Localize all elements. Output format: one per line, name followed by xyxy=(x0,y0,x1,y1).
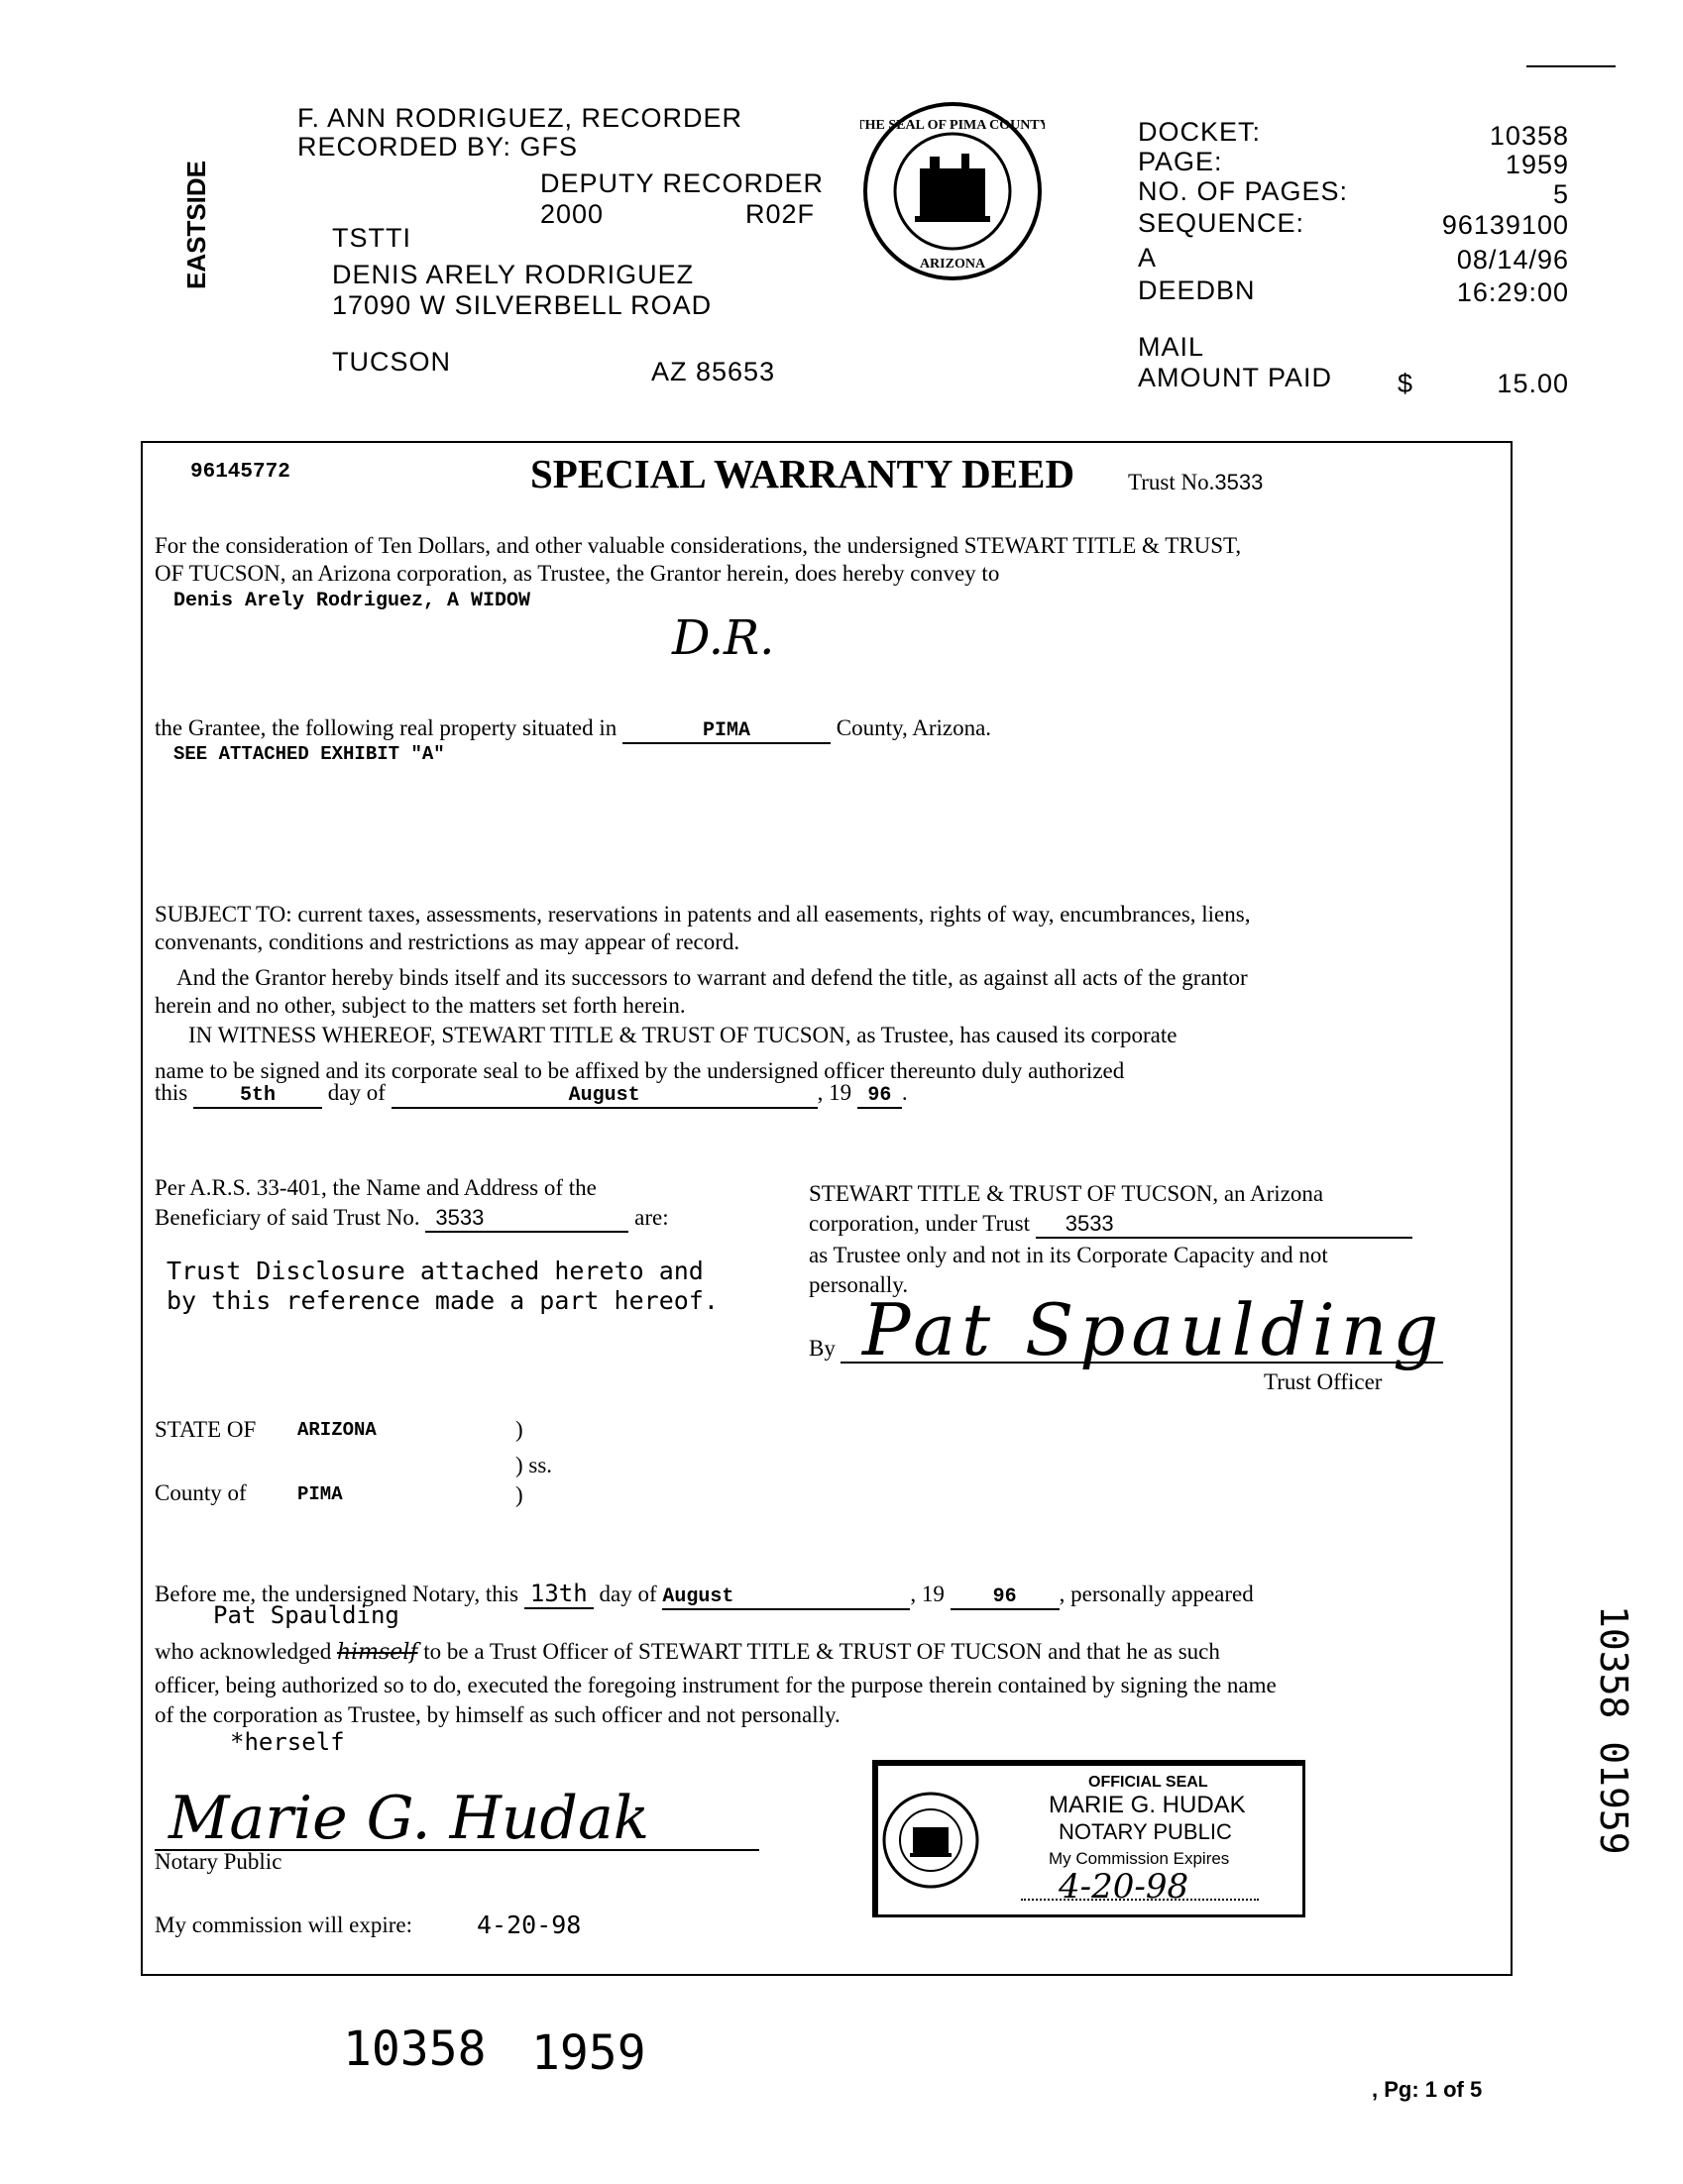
grantee-property-text: the Grantee, the following real property situated in xyxy=(155,715,617,740)
state-label: STATE OF xyxy=(155,1417,257,1442)
day-of-word: day of xyxy=(327,1080,386,1105)
a-label: A xyxy=(1138,243,1158,273)
deed-number: 96145772 xyxy=(190,461,290,484)
sequence-label: SEQUENCE: xyxy=(1138,208,1305,238)
ars-are: are: xyxy=(634,1205,669,1230)
recorder-name: F. ANN RODRIGUEZ, RECORDER xyxy=(297,103,743,133)
notary-day-of: day of xyxy=(599,1582,657,1606)
this-word: this xyxy=(155,1080,188,1105)
seal-bottom-text: ARIZONA xyxy=(919,257,986,272)
witness-date-line xyxy=(155,1080,908,1109)
subject-line-1: SUBJECT TO: current taxes, assessments, reservations in patents and all easements, rights of way, encumbrances, liens, xyxy=(155,902,1251,927)
ars-beneficiary-text: Beneficiary of said Trust No. xyxy=(155,1205,420,1230)
trust-no-value: 3533 xyxy=(1214,470,1264,494)
deedbn-label: DEEDBN xyxy=(1138,275,1256,305)
grantee-initials: D.R. xyxy=(672,610,775,666)
stewart-line-3: as Trustee only and not in its Corporate Capacity and not xyxy=(809,1243,1328,1267)
page-value: 1959 xyxy=(1505,150,1569,179)
seal-icon xyxy=(860,99,1045,283)
sequence-value: 96139100 xyxy=(1441,210,1569,240)
notary-public-label: Notary Public xyxy=(155,1849,282,1874)
notary-before-text: Before me, the undersigned Notary, this xyxy=(155,1582,519,1606)
binds-line-1: And the Grantor hereby binds itself and its successors to warrant and defend the title, as against all acts of the grantor xyxy=(176,965,1248,990)
notary-day-value: 13th xyxy=(524,1580,594,1609)
pima-county-seal xyxy=(860,99,1045,283)
notary-month-value: August xyxy=(662,1585,910,1610)
ack-text-b: to be a Trust Officer of STEWART TITLE & TRUST OF TUCSON and that he as such xyxy=(423,1639,1220,1664)
commission-expire-label: My commission will expire: xyxy=(155,1912,413,1937)
stamp-expires-label: My Commission Expires xyxy=(1049,1849,1230,1868)
month-value: August xyxy=(392,1084,818,1109)
trust-no-line xyxy=(1128,470,1263,495)
deed-title: SPECIAL WARRANTY DEED xyxy=(530,451,1075,496)
amount-currency: $ xyxy=(1398,369,1414,398)
binds-line-2: herein and no other, subject to the matters set forth herein. xyxy=(155,993,686,1018)
witness-line-2: name to be signed and its corporate seal to be affixed by the undersigned officer thereunto duly authorized xyxy=(155,1058,1125,1083)
grantee-name: Denis Arely Rodriguez, A WIDOW xyxy=(173,590,531,612)
appeared-name: Pat Spaulding xyxy=(213,1601,399,1629)
county-blank: PIMA xyxy=(622,719,831,744)
disclosure-line-2: by this reference made a part hereof. xyxy=(167,1286,719,1315)
stamp-expires-line xyxy=(1021,1899,1259,1901)
num-pages-label: NO. OF PAGES: xyxy=(1138,176,1349,206)
exhibit-reference: SEE ATTACHED EXHIBIT "A" xyxy=(173,743,445,765)
paren-1: ) xyxy=(515,1417,523,1442)
grantee-property-line xyxy=(155,715,991,744)
date-value: 08/14/96 xyxy=(1456,245,1569,274)
top-rule xyxy=(1526,65,1616,67)
ack-line-3: of the corporation as Trustee, by himself as such officer and not personally. xyxy=(155,1702,841,1727)
ack-text-a: who acknowledged xyxy=(155,1639,332,1664)
mail-to-state-zip: AZ 85653 xyxy=(651,357,776,386)
notary-personally: , personally appeared xyxy=(1059,1582,1254,1606)
stewart-line-1: STEWART TITLE & TRUST OF TUCSON, an Arizona xyxy=(809,1181,1324,1206)
stamp-notary-public: NOTARY PUBLIC xyxy=(1059,1819,1232,1844)
officer-signature: Pat Spaulding xyxy=(862,1288,1445,1371)
stamp-notary-name: MARIE G. HUDAK xyxy=(1049,1792,1246,1818)
ack-line-1 xyxy=(155,1639,1220,1665)
recorder-code-2: R02F xyxy=(745,199,816,229)
witness-line-1: IN WITNESS WHEREOF, STEWART TITLE & TRUST OF TUCSON, as Trustee, has caused its corporate xyxy=(188,1023,1178,1047)
county-suffix: County, Arizona. xyxy=(836,715,992,740)
ars-line-1: Per A.R.S. 33-401, the Name and Address of the xyxy=(155,1175,597,1200)
by-label: By xyxy=(809,1336,836,1361)
notary-19: , 19 xyxy=(910,1582,945,1606)
deputy-recorder: DEPUTY RECORDER xyxy=(540,168,825,198)
ars-trust-no: 3533 xyxy=(425,1205,628,1233)
mail-to-line-3: 17090 W SILVERBELL ROAD xyxy=(332,290,713,320)
mail-label: MAIL xyxy=(1138,332,1205,362)
year-value: 96 xyxy=(857,1084,902,1109)
stewart-line-2 xyxy=(809,1211,1412,1239)
stamp-official-seal: OFFICIAL SEAL xyxy=(1088,1774,1208,1791)
stewart-trust-no: 3533 xyxy=(1036,1211,1412,1239)
stewart-line-4: personally. xyxy=(809,1272,909,1297)
state-value: ARIZONA xyxy=(297,1419,377,1441)
side-recording-number: 10358 01959 xyxy=(1592,1605,1635,1855)
county-label: County of xyxy=(155,1480,247,1505)
recorded-by: RECORDED BY: GFS xyxy=(297,132,579,162)
stamp-expires-date: 4-20-98 xyxy=(1059,1867,1189,1907)
trust-officer-label: Trust Officer xyxy=(1264,1369,1383,1394)
paren-2: ) xyxy=(515,1482,523,1507)
ars-line-2 xyxy=(155,1205,669,1233)
footer-docket: 10358 xyxy=(343,2021,487,2077)
amount-paid-value: 15.00 xyxy=(1497,369,1569,398)
subject-line-2: convenants, conditions and restrictions as may appear of record. xyxy=(155,929,740,954)
num-pages-value: 5 xyxy=(1552,179,1569,209)
notary-signature: Marie G. Hudak xyxy=(168,1784,650,1853)
amount-paid-label: AMOUNT PAID xyxy=(1138,363,1333,392)
ack-struck-himself: himself xyxy=(336,1640,418,1665)
mail-to-line-1: TSTTI xyxy=(332,223,411,253)
trust-no-label: Trust No. xyxy=(1128,470,1215,494)
page-label: PAGE: xyxy=(1138,147,1223,176)
seal-icon xyxy=(880,1790,981,1891)
docket-label: DOCKET: xyxy=(1138,117,1262,147)
disclosure-line-1: Trust Disclosure attached hereto and xyxy=(167,1256,704,1285)
recorder-code-1: 2000 xyxy=(540,199,605,229)
ack-line-2: officer, being authorized so to do, executed the foregoing instrument for the purpose therein contained by signing the name xyxy=(155,1673,1277,1697)
year-prefix: , 19 xyxy=(817,1080,852,1105)
docket-value: 10358 xyxy=(1489,121,1569,151)
consideration-line-2: OF TUCSON, an Arizona corporation, as Trustee, the Grantor herein, does hereby convey to xyxy=(155,561,1000,586)
herself-note: *herself xyxy=(230,1728,345,1756)
notary-seal-emblem xyxy=(880,1790,981,1891)
commission-expire-date: 4-20-98 xyxy=(477,1911,582,1939)
footer-page: 1959 xyxy=(531,2025,646,2081)
seal-top-text: THE SEAL OF PIMA COUNTY xyxy=(860,118,1045,133)
mail-to-city: TUCSON xyxy=(332,347,451,377)
stewart-corporation-text: corporation, under Trust xyxy=(809,1211,1030,1236)
footer-page-count: , Pg: 1 of 5 xyxy=(1372,2077,1483,2102)
consideration-line-1: For the consideration of Ten Dollars, and other valuable considerations, the undersigned STEWART TITLE & TRUST, xyxy=(155,533,1242,558)
ss-label: ) ss. xyxy=(515,1453,553,1477)
county-value: PIMA xyxy=(297,1483,343,1505)
mail-to-line-2: DENIS ARELY RODRIGUEZ xyxy=(332,260,695,289)
notary-year-value: 96 xyxy=(951,1585,1060,1610)
day-value: 5th xyxy=(193,1084,322,1109)
date-period: . xyxy=(901,1080,908,1105)
eastside-stamp: EASTSIDE xyxy=(181,160,211,289)
time-value: 16:29:00 xyxy=(1456,277,1569,307)
